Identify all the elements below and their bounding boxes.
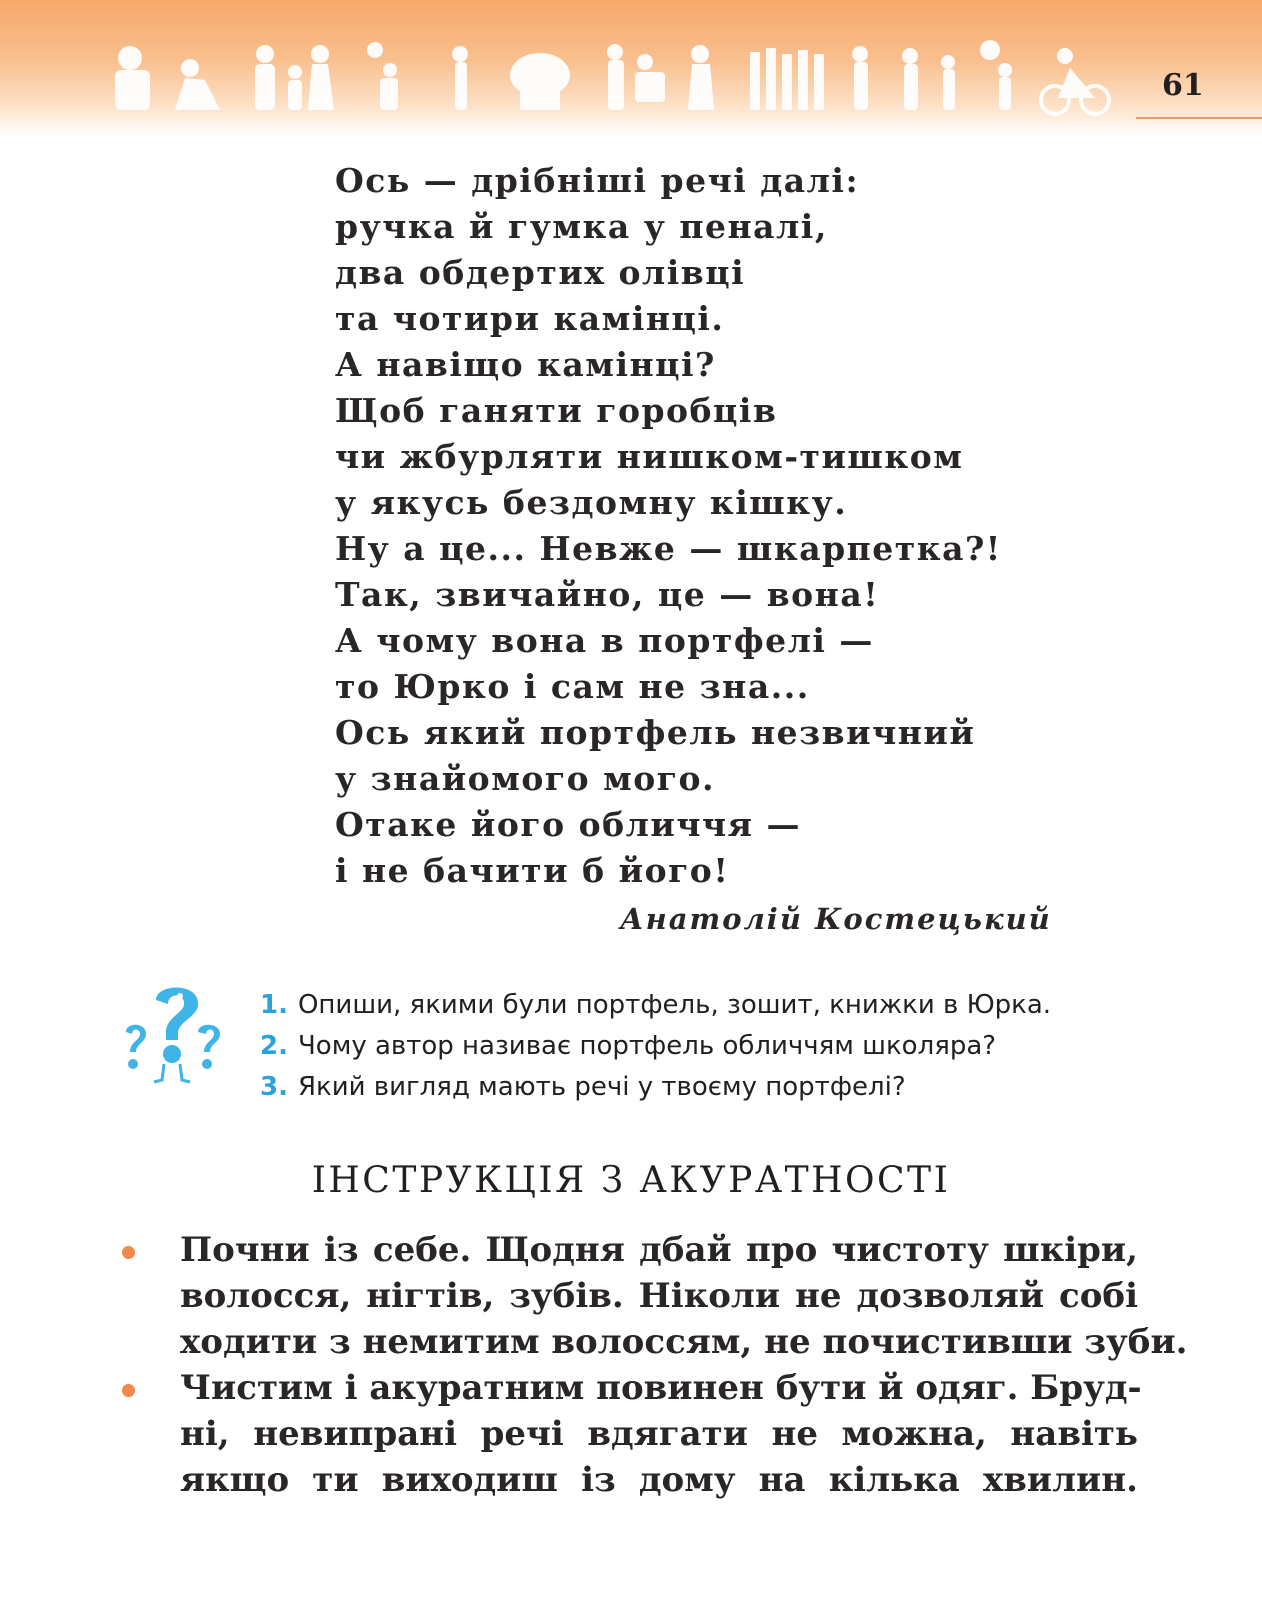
poem-line: і не бачити б його! <box>335 851 730 890</box>
poem-line: Ось який портфель незвичний <box>335 713 976 752</box>
question-text: Опиши, якими були портфель, зошит, книжки в Юрка. <box>297 990 1052 1020</box>
bullet-item <box>180 1365 1142 1503</box>
question-item <box>260 1067 1140 1108</box>
poem-line: Отаке його обличчя — <box>335 805 802 844</box>
page-number-rule <box>1136 117 1262 119</box>
poem-line: А чому вона в портфелі — <box>335 621 874 660</box>
people-silhouettes-decoration <box>110 40 1120 120</box>
question-number: 1. <box>260 990 288 1020</box>
poem-line: то Юрко і сам не зна... <box>335 667 810 706</box>
bullet-line: ні, невипрані речі вдягати не можна, навіть <box>180 1414 1138 1454</box>
bullet-line: Почни із себе. Щодня дбай про чистоту шкіри, <box>180 1230 1138 1270</box>
question-item <box>260 1026 1140 1067</box>
question-text: Який вигляд мають речі у твоєму портфелі? <box>297 1072 906 1102</box>
question-text: Чому автор називає портфель обличчям школяра? <box>297 1031 997 1061</box>
page-number: 61 <box>1162 68 1204 103</box>
poem-line: у знайомого мого. <box>335 759 715 798</box>
question-item <box>260 985 1140 1026</box>
bullet-line: якщо ти виходиш із дому на кілька хвилин. <box>180 1460 1138 1500</box>
poem-line: та чотири камінці. <box>335 299 725 338</box>
question-number: 3. <box>260 1072 288 1102</box>
instruction-bullets <box>180 1227 1188 1503</box>
poem <box>335 158 1035 894</box>
question-number: 2. <box>260 1031 288 1061</box>
poem-line: два обдертих олівці <box>335 253 746 292</box>
poem-line: чи жбурляти нишком-тишком <box>335 437 964 476</box>
bullet-line: ходити з немитим волоссям, не почистивши зуби. <box>180 1322 1188 1362</box>
bullet-line: волосся, нігтів, зубів. Ніколи не дозволяй собі <box>180 1276 1138 1316</box>
questions-list <box>260 985 1140 1108</box>
bullet-item <box>180 1227 1188 1365</box>
poem-line: Ну а це... Невже — шкарпетка?! <box>335 529 1002 568</box>
poem-author: Анатолій Костецький <box>620 902 1052 936</box>
poem-line: Так, звичайно, це — вона! <box>335 575 880 614</box>
header-band <box>0 0 1262 135</box>
bullet-line: Чистим і акуратним повинен бути й одяг. Бруд- <box>180 1368 1142 1408</box>
poem-line: Щоб ганяти горобців <box>335 391 778 430</box>
section-title: ІНСТРУКЦІЯ З АКУРАТНОСТІ <box>311 1160 951 1201</box>
question-marks-icon <box>118 980 228 1090</box>
bullet-dot-icon <box>122 1246 135 1259</box>
poem-line: ручка й гумка у пеналі, <box>335 207 828 246</box>
poem-line: А навіщо камінці? <box>335 345 716 384</box>
poem-line: у якусь бездомну кішку. <box>335 483 848 522</box>
bullet-dot-icon <box>122 1384 135 1397</box>
poem-line: Ось — дрібніші речі далі: <box>335 161 860 200</box>
